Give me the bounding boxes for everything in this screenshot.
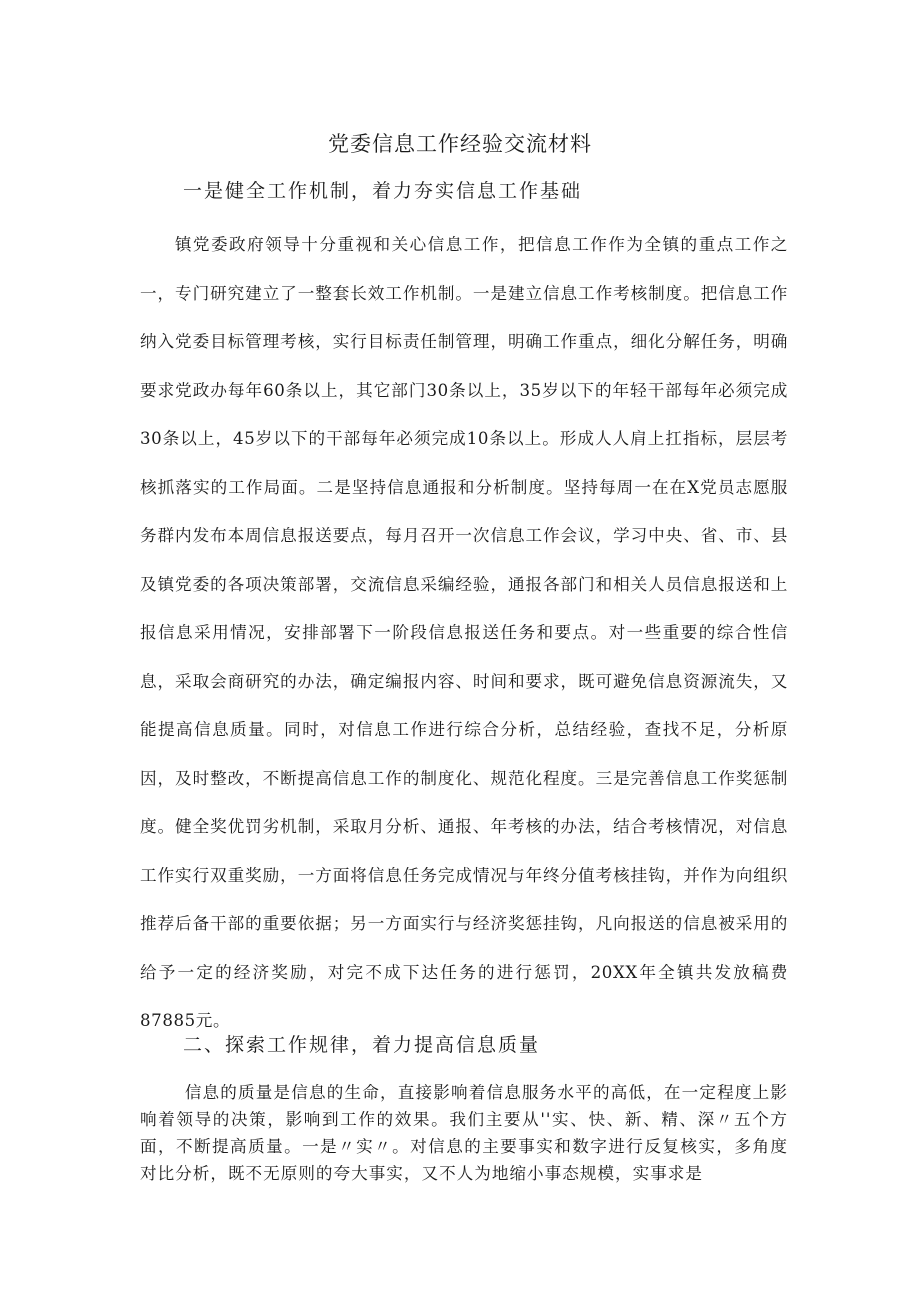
section-paragraph-2: 信息的质量是信息的生命，直接影响着信息服务水平的高低，在一定程度上影响着领导的决策，影响到工作的效果。我们主要从''实、快、新、精、深〃五个方面，不断提高质量。一是〃实〃。对信息的主要事实和数字进行反复核实，多角度对比分析，既不无原则的夸大事实，又不人为地缩小事态规模，实事求是 xyxy=(140,1083,788,1183)
section-paragraph-1: 镇党委政府领导十分重视和关心信息工作，把信息工作作为全镇的重点工作之一，专门研究建立了一整套长效工作机制。一是建立信息工作考核制度。把信息工作纳入党委目标管理考核，实行目标责任制管理，明确工作重点，细化分解任务，明确要求党政办每年60条以上，其它部门30条以上，35岁以下的年轻干部每年必须完成30条以上，45岁以下的干部每年必须完成10条以上。形成人人肩上扛指标，层层考核抓落实的工作局面。二是坚持信息通报和分析制度。坚持每周一在在X党员志愿服务群内发布本周信息报送要点，每月召开一次信息工作会议，学习中央、省、市、县及镇党委的各项决策部署，交流信息采编经验，通报各部门和相关人员信息报送和上报信息采用情况，安排部署下一阶段信息报送任务和要点。对一些重要的综合性信息，采取会商研究的办法，确定编报内容、时间和要求，既可避免信息资源流失，又能提高信息质量。同时，对信息工作进行综合分析，总结经验，查找不足，分析原因，及时整改，不断提高信息工作的制度化、规范化程度。三是完善信息工作奖惩制度。健全奖优罚劣机制，采取月分析、通报、年考核的办法，结合考核情况，对信息工作实行双重奖励，一方面将信息任务完成情况与年终分值考核挂钩，并作为向组织推荐后备干部的重要依据；另一方面实行与经济奖惩挂钩，凡向报送的信息被采用的给予一定的经济奖励，对完不成下达任务的进行惩罚，20XX年全镇共发放稿费87885元。 xyxy=(140,235,788,1030)
document-title: 党委信息工作经验交流材料 xyxy=(328,132,592,156)
section-heading-2: 二、探索工作规律，着力提高信息质量 xyxy=(183,1034,541,1056)
section-heading-1: 一是健全工作机制，着力夯实信息工作基础 xyxy=(183,180,583,202)
